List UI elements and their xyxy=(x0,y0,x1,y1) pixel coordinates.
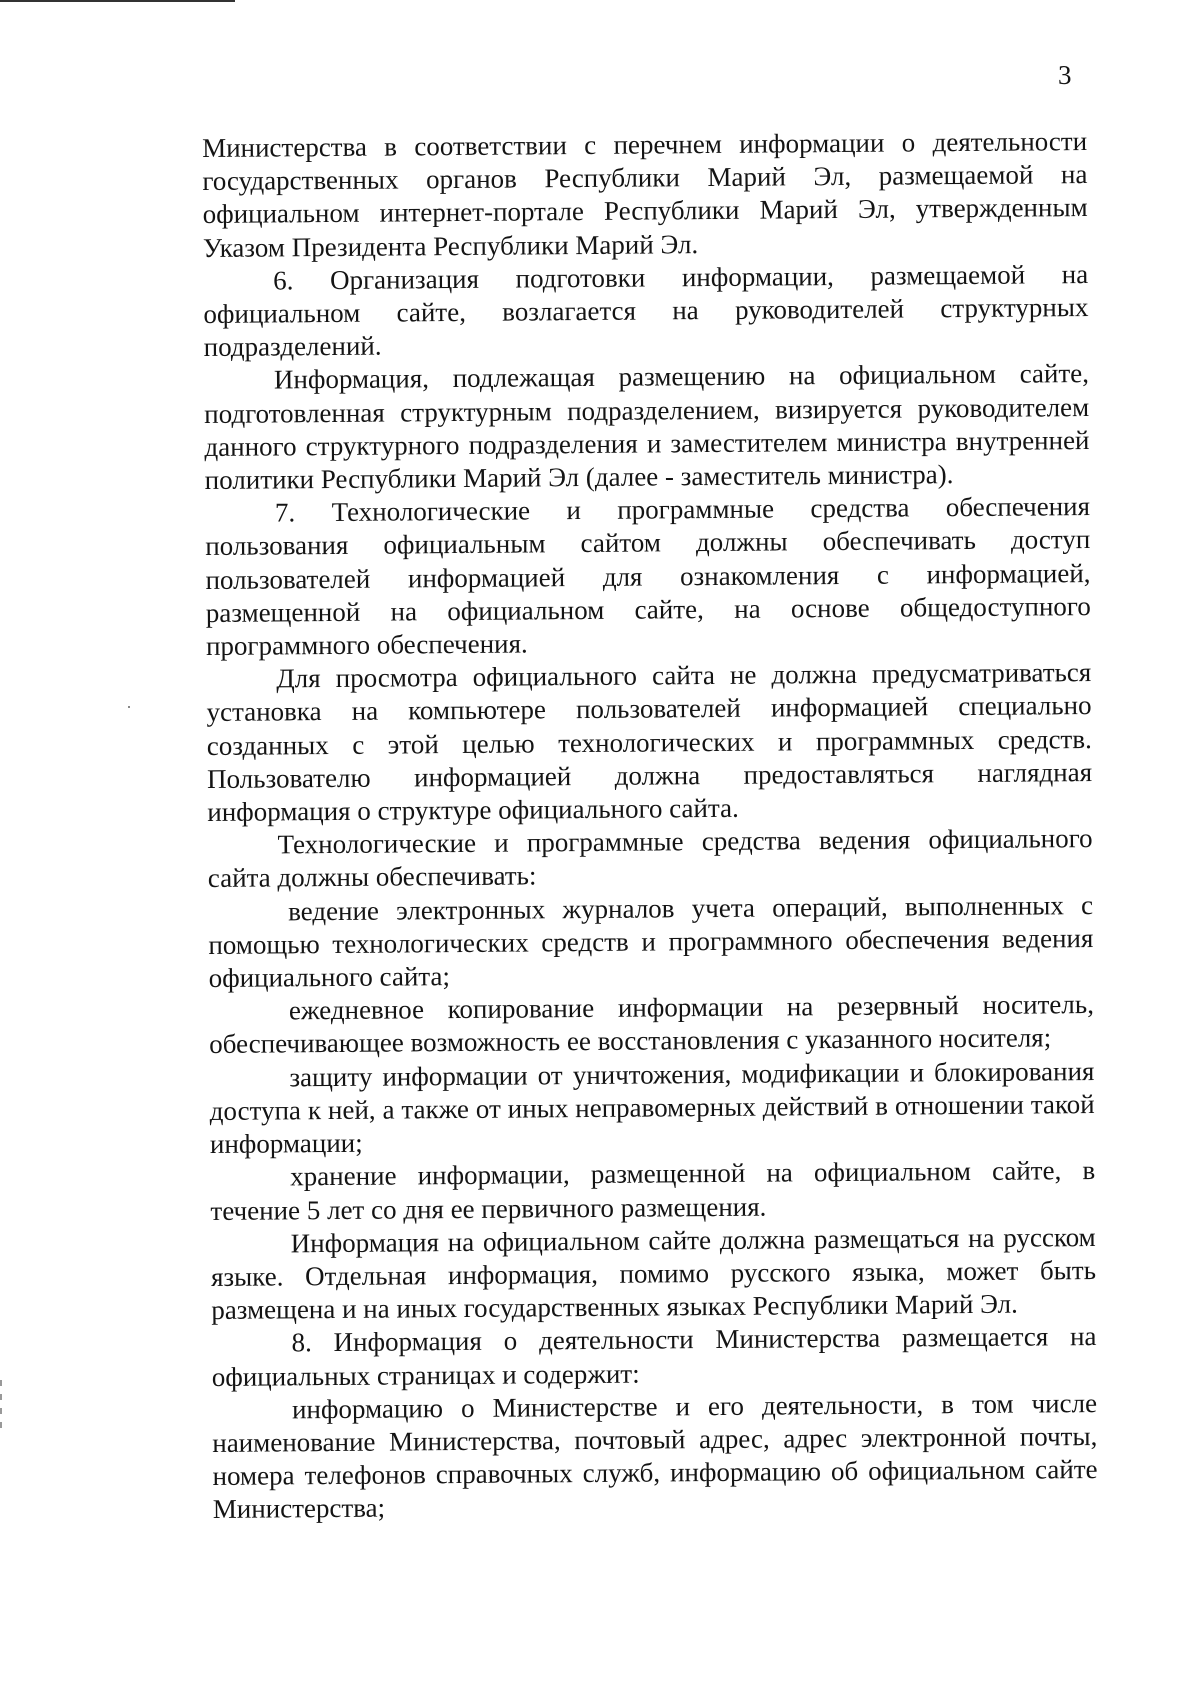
top-border-line xyxy=(0,0,235,2)
scan-edge-mark xyxy=(0,1380,2,1436)
list-item-storage: хранение информации, размещенной на официальном сайте, в течение 5 лет со дня ее первичного размещения. xyxy=(210,1155,1096,1226)
list-item-logs: ведение электронных журналов учета операций, выполненных с помощью технологических средств и программного обеспечения ведения официального сайта; xyxy=(208,889,1094,994)
paragraph-approval: Информация, подлежащая размещению на официальном сайте, подготовленная структурным подразделением, визируется руководителем данного структурного подразделения и заместителем министра внутренней политики Республики Марий Эл (далее - заместитель министра). xyxy=(204,358,1090,496)
page-number: 3 xyxy=(1058,60,1072,90)
list-item-protection: защиту информации от уничтожения, модификации и блокирования доступа к ней, а также от иных неправомерных действий в отношении такой информации; xyxy=(209,1055,1095,1160)
paragraph-item-6: 6. Организация подготовки информации, размещаемой на официальном сайте, возлагается на руководителей структурных подразделений. xyxy=(203,258,1089,363)
paragraph-tools: Технологические и программные средства ведения официального сайта должны обеспечивать: xyxy=(207,823,1093,894)
paragraph-item-8: 8. Информация о деятельности Министерства размещается на официальных страницах и содержит: xyxy=(211,1321,1097,1392)
document-body xyxy=(202,125,1098,1526)
paragraph-item-7: 7. Технологические и программные средства обеспечения пользования официальным сайтом должны обеспечивать доступ пользователей информацией для ознакомления с информацией, размещенной на официальном сайте, на основе общедоступного программного обеспечения. xyxy=(205,491,1091,662)
paragraph-continuation: Министерства в соответствии с перечнем информации о деятельности государственных органов Республики Марий Эл, размещаемой на официальном интернет-портале Республики Марий Эл, утвержденным Указом Президента Республики Марий Эл. xyxy=(202,126,1088,263)
paragraph-language: Информация на официальном сайте должна размещаться на русском языке. Отдельная информация, помимо русского языка, может быть размещена и на иных государственных языках Республики Марий Эл. xyxy=(210,1221,1097,1326)
list-item-backup: ежедневное копирование информации на резервный носитель, обеспечивающее возможность ее восстановления с указанного носителя; xyxy=(209,989,1094,1060)
scan-speck xyxy=(128,706,130,708)
paragraph-viewing: Для просмотра официального сайта не должна предусматриваться установка на компьютере пользователей информацией специально созданных с этой целью технологических и программных средств. Пользователю информацией должна предоставляться наглядная информация о структуре официального сайта. xyxy=(206,657,1093,828)
list-item-ministry-info: информацию о Министерстве и его деятельности, в том числе наименование Министерства, почтовый адрес, адрес электронной почты, номера телефонов справочных служб, информацию об официальном сайте Министерства; xyxy=(212,1387,1098,1525)
